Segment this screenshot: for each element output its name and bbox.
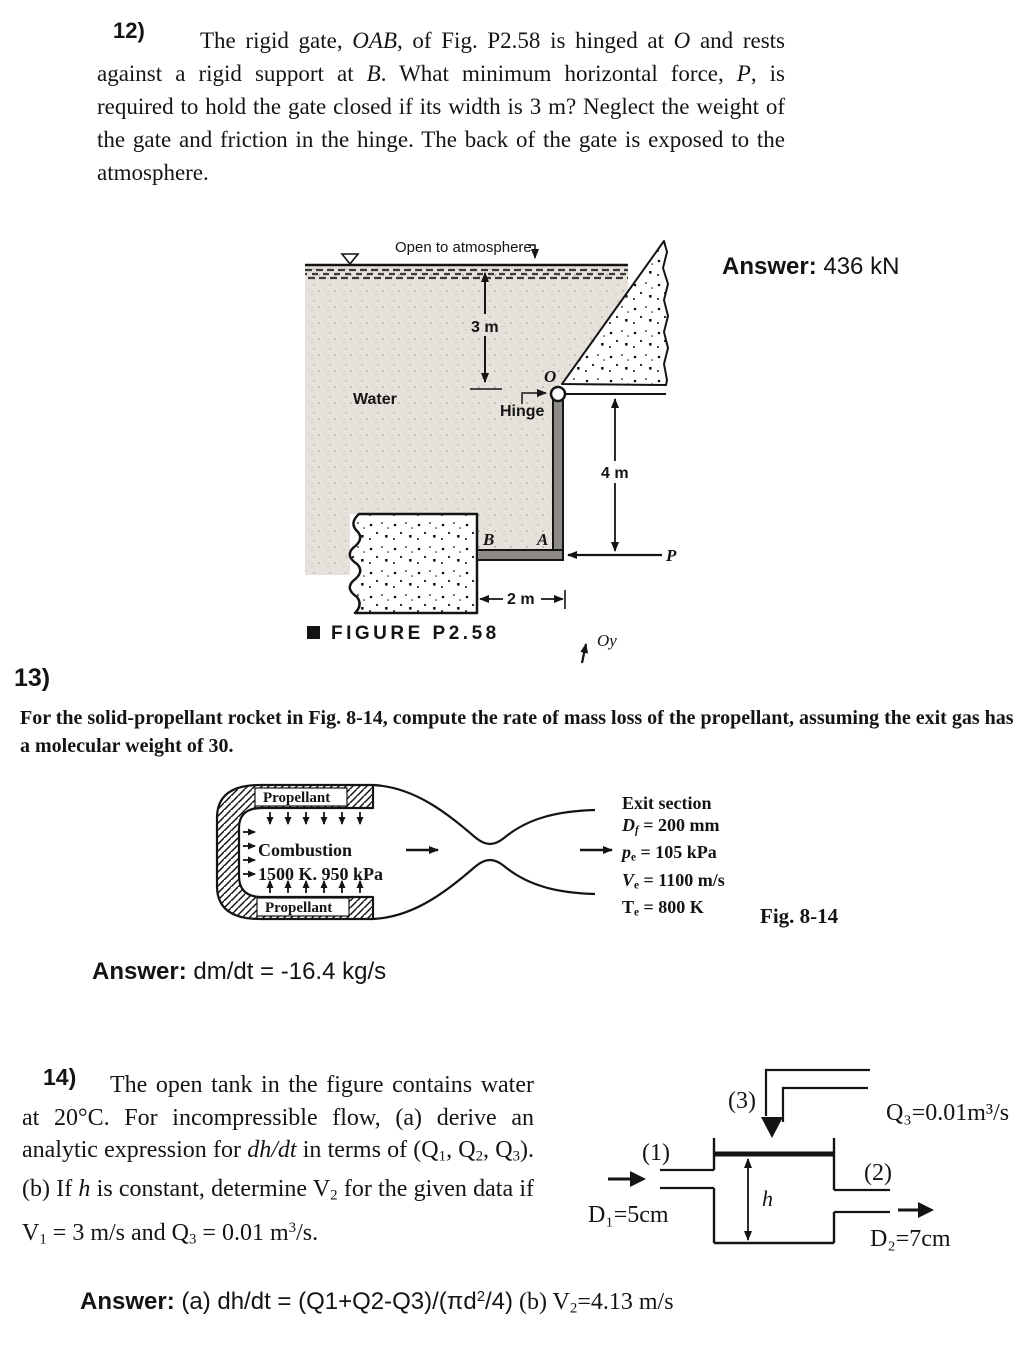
point-a-label: A: [537, 530, 549, 549]
dim-4m-label: 4 m: [601, 465, 629, 482]
support-block: [350, 514, 477, 613]
figure-p258-caption: FIGURE P2.58: [331, 623, 500, 644]
problem-13-text: For the solid-propellant rocket in Fig. 8-14, compute the rate of mass loss of the propellant, assuming the exit gas has a molecular weight of 30.: [20, 707, 1014, 757]
water-label: Water: [353, 391, 397, 408]
figure-bullet-icon: [307, 626, 320, 639]
inlet3-label: (3): [728, 1088, 756, 1114]
dim-2m-label: 2 m: [507, 591, 535, 608]
hinge-label: Hinge: [500, 403, 545, 420]
figure-open-tank: [580, 1060, 1024, 1260]
d2-label: D₂=7cm: [870, 1226, 951, 1252]
d1-label: D₁=5cm: [588, 1202, 669, 1228]
propellant-bottom-label: Propellant: [265, 900, 333, 916]
oy-annotation-arrow: [582, 644, 586, 663]
inlet1-flow-arrow-head: [630, 1171, 646, 1187]
figure-8-14-caption: Fig. 8-14: [760, 904, 839, 928]
exit-velocity: Ve = 1100 m/s: [622, 869, 725, 892]
oy-annotation-label: Oy: [597, 631, 617, 650]
open-to-atmosphere-label: Open to atmosphere: [395, 239, 532, 256]
exit-temperature: Te = 800 K: [622, 897, 704, 919]
answer-12: [722, 253, 899, 281]
problem-13-number: 13): [14, 664, 51, 692]
answer-14: [80, 1288, 674, 1317]
q3-label: Q₃=0.01m³/s: [886, 1100, 1010, 1126]
force-p-label: P: [666, 546, 677, 565]
figure-8-14: [210, 782, 880, 947]
nozzle-top-contour: [373, 785, 595, 844]
h-label: h: [762, 1186, 773, 1211]
point-o-label: O: [544, 367, 557, 386]
problem-12-number: 12): [113, 18, 145, 43]
answer-12-value: 436 kN: [823, 253, 900, 280]
propellant-top-label: Propellant: [263, 790, 331, 806]
answer-14-label: Answer:: [80, 1288, 175, 1315]
exit-pressure: pe = 105 kPa: [622, 842, 717, 864]
inlet3-flow-arrow: [761, 1117, 783, 1138]
free-surface-icon: [342, 254, 358, 264]
figure-p258: [295, 232, 679, 672]
nozzle-bottom-contour: [373, 860, 595, 919]
dim-3m-label: 3 m: [471, 319, 499, 336]
combustion-label: Combustion: [258, 840, 353, 860]
outlet2-flow-arrow-head: [918, 1202, 934, 1218]
exit-section-title: Exit section: [622, 793, 712, 813]
gate-horizontal-arm: [477, 550, 563, 560]
combustion-conditions-label: 1500 K. 950 kPa: [258, 864, 384, 884]
answer-12-label: Answer:: [722, 253, 817, 280]
burn-arrows-top: [270, 812, 360, 824]
inlet3-pipe-outer: [766, 1070, 870, 1116]
answer-13-value: dm/dt = -16.4 kg/s: [193, 958, 387, 985]
problem-14-number: 14): [43, 1064, 77, 1090]
inlet1-label: (1): [642, 1140, 670, 1166]
burn-arrows-left: [243, 832, 255, 874]
hinge-pin: [551, 387, 565, 401]
exit-diameter: Df = 200 mm: [622, 815, 720, 837]
outlet2-label: (2): [864, 1160, 892, 1186]
gate-vertical-arm: [553, 394, 563, 554]
problem-14-text: The open tank in the figure contains water at 20°C. For incompressible flow, (a) derive an analytic expression for dh/dt in terms of (Q1, Q2, Q3). (b) If h is constant, determine V2 for the given data if V1 = 3 m/s and Q3 = 0.01 $m^3/s$.: [22, 1072, 534, 1247]
exit-section-block: [622, 792, 725, 924]
point-b-label: B: [483, 530, 495, 549]
problem-12-text: The rigid gate, OAB, of Fig. P2.58 is hinged at O and rests against a rigid support at B. What minimum horizontal force, P, is required to hold the gate closed if its width is 3 m? Neglect the weight of the gate and friction in the hinge. The back of the gate is exposed to the atmosphere.: [97, 28, 785, 185]
answer-14-value: (a) $dh/dt = (Q1+Q2-Q3)/(\pi d^2/4)$ (b) V2=4.13 m/s: [181, 1288, 674, 1317]
answer-13: [92, 958, 386, 986]
answer-13-label: Answer:: [92, 958, 187, 985]
inlet3-pipe-inner: [783, 1088, 868, 1122]
